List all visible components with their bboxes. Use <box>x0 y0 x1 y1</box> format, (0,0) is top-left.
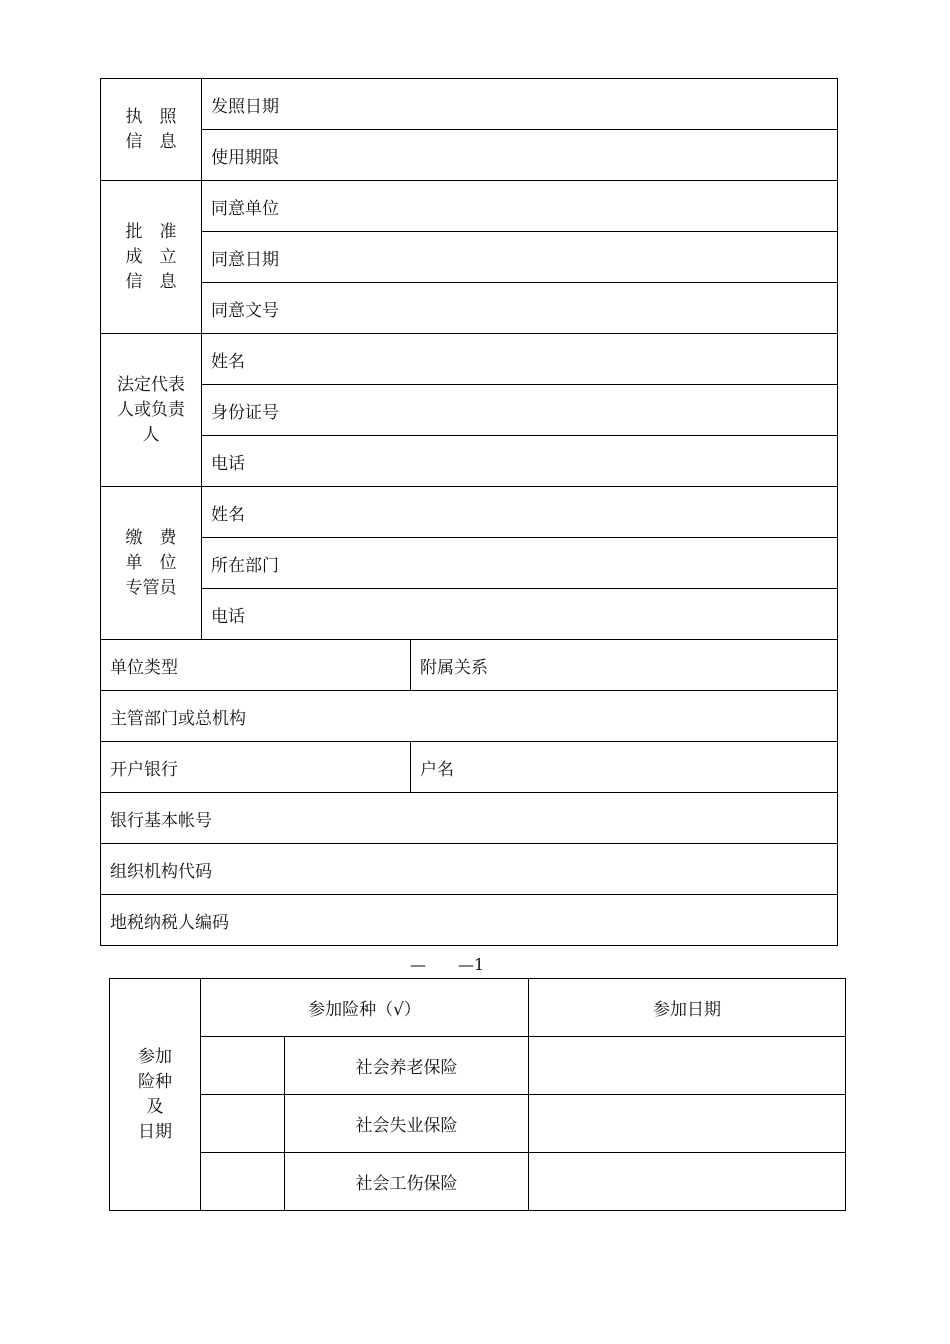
insurance-table <box>109 978 846 1211</box>
injury-label: 社会工伤保险 <box>285 1153 529 1211</box>
affiliation-field[interactable]: 附属关系 <box>411 640 838 691</box>
legal-rep-label <box>101 334 202 487</box>
unemployment-label: 社会失业保险 <box>285 1095 529 1153</box>
unit-type-field[interactable]: 单位类型 <box>101 640 411 691</box>
tax-code-field[interactable]: 地税纳税人编码 <box>101 895 838 946</box>
validity-period-field[interactable]: 使用期限 <box>202 130 838 181</box>
group-line: 成 立 <box>125 246 177 267</box>
group-line: 参加 <box>138 1046 172 1067</box>
org-code-field[interactable]: 组织机构代码 <box>101 844 838 895</box>
legal-rep-name-field[interactable]: 姓名 <box>202 334 838 385</box>
issue-date-field[interactable]: 发照日期 <box>202 79 838 130</box>
approval-doc-number-field[interactable]: 同意文号 <box>202 283 838 334</box>
group-line: 日期 <box>138 1121 172 1142</box>
group-line: 人或负责 <box>117 399 185 420</box>
approval-info-label <box>101 181 202 334</box>
legal-rep-phone-field[interactable]: 电话 <box>202 436 838 487</box>
group-line: 人 <box>142 424 160 445</box>
group-line: 及 <box>146 1096 164 1117</box>
unemployment-check-cell[interactable] <box>201 1095 285 1153</box>
account-name-field[interactable]: 户名 <box>411 742 838 793</box>
group-line: 险种 <box>138 1071 172 1092</box>
group-line: 专管员 <box>125 577 177 598</box>
insurance-group-label <box>110 979 201 1211</box>
unemployment-date-cell[interactable] <box>529 1095 846 1153</box>
payer-manager-label <box>101 487 202 640</box>
pension-date-cell[interactable] <box>529 1037 846 1095</box>
group-line: 缴 费 <box>125 527 177 548</box>
pension-check-cell[interactable] <box>201 1037 285 1095</box>
manager-phone-field[interactable]: 电话 <box>202 589 838 640</box>
group-line: 单 位 <box>125 552 177 573</box>
page-number: — —1 <box>410 955 485 974</box>
insurance-type-header: 参加险种（√） <box>201 979 529 1037</box>
approving-unit-field[interactable]: 同意单位 <box>202 181 838 232</box>
group-line: 信 息 <box>125 131 177 152</box>
join-date-header: 参加日期 <box>529 979 846 1037</box>
manager-name-field[interactable]: 姓名 <box>202 487 838 538</box>
bank-field[interactable]: 开户银行 <box>101 742 411 793</box>
bank-account-field[interactable]: 银行基本帐号 <box>101 793 838 844</box>
injury-date-cell[interactable] <box>529 1153 846 1211</box>
group-line: 信 息 <box>125 271 177 292</box>
license-info-label <box>101 79 202 181</box>
injury-check-cell[interactable] <box>201 1153 285 1211</box>
legal-rep-id-field[interactable]: 身份证号 <box>202 385 838 436</box>
approval-date-field[interactable]: 同意日期 <box>202 232 838 283</box>
pension-label: 社会养老保险 <box>285 1037 529 1095</box>
group-line: 执 照 <box>125 106 177 127</box>
group-line: 批 准 <box>125 221 177 242</box>
group-line: 法定代表 <box>117 374 185 395</box>
manager-department-field[interactable]: 所在部门 <box>202 538 838 589</box>
parent-org-field[interactable]: 主管部门或总机构 <box>101 691 838 742</box>
unit-info-table <box>100 78 838 946</box>
